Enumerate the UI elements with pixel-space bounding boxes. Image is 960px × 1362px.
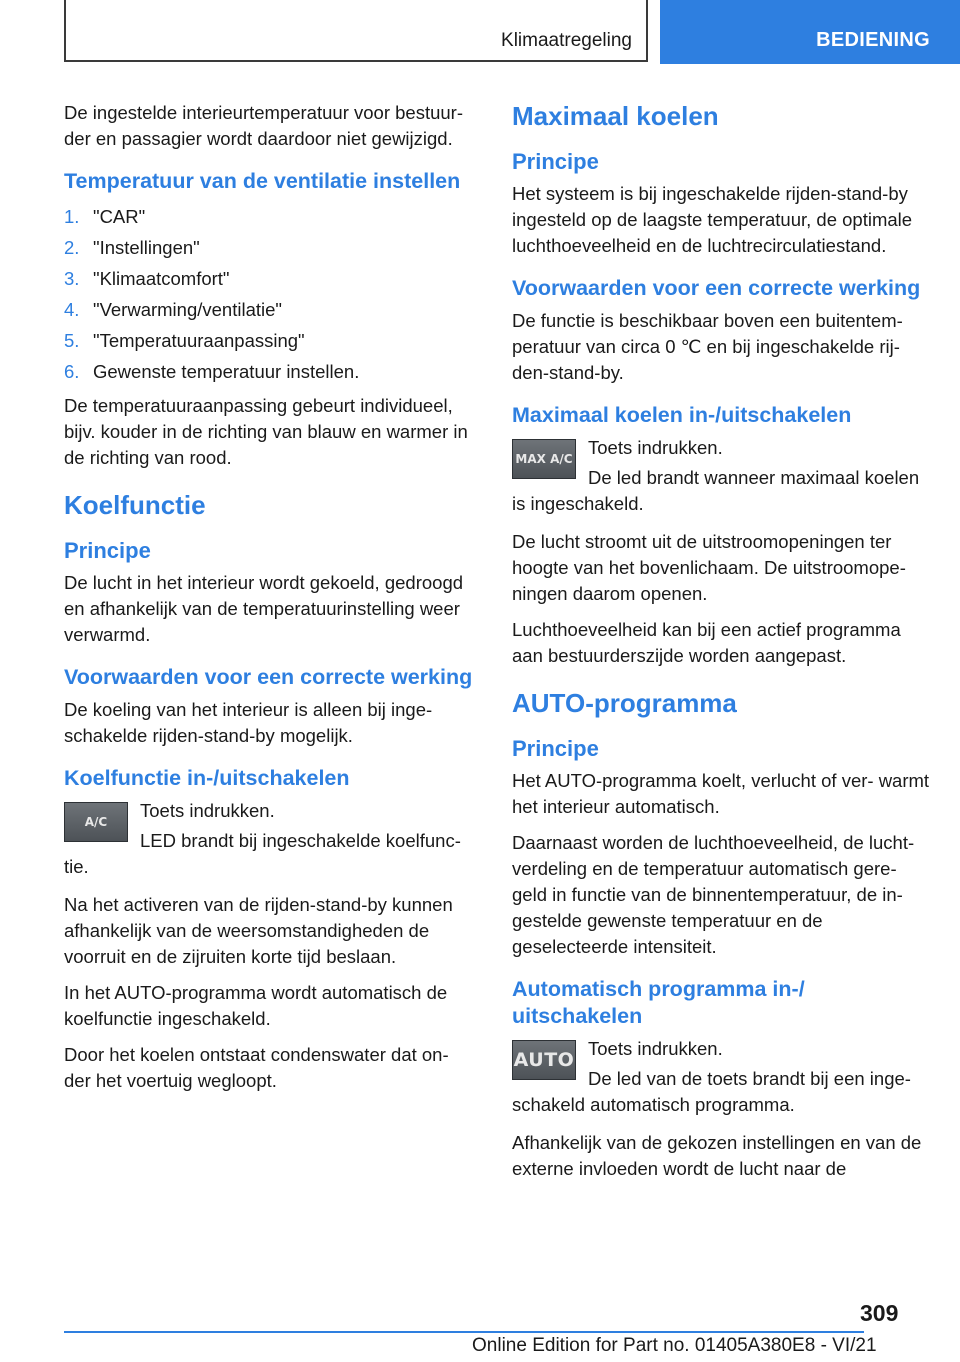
ac-press-text: Toets indrukken. — [140, 800, 275, 821]
auto-press-text: Toets indrukken. — [588, 1038, 723, 1059]
heading-max-switch: Maximaal koelen in-/uitschakelen — [512, 403, 852, 427]
maxac-led-text: De led brandt wanneer maximaal koelen is ingeschakeld. — [512, 467, 920, 514]
principe-paragraph: De lucht in het interieur wordt gekoeld, gedroogd en afhankelijk van de temperatuurinstelling weer verwarmd. — [64, 572, 464, 645]
heading-voorwaarden: Voorwaarden voor een correcte werking — [64, 665, 473, 689]
auto-button-instruction — [512, 1036, 930, 1122]
footer-edition: Online Edition for Part no. 01405A380E8 - VI/21 — [472, 1335, 877, 1356]
paragraph-auto: In het AUTO-programma wordt automatisch de koelfunctie ingeschakeld. — [64, 982, 448, 1029]
ac-button-icon: A/C — [64, 802, 128, 842]
header-box — [64, 0, 648, 62]
ac-led-text: LED brandt bij ingeschakelde koelfunc- tie. — [64, 830, 461, 877]
list-item — [64, 325, 480, 356]
intro-paragraph: De ingestelde interieurtemperatuur voor bestuur- der en passagier wordt daardoor niet gewijzigd. — [64, 102, 463, 149]
ac-button-instruction — [64, 798, 480, 884]
auto-button-icon: AUTO — [512, 1040, 576, 1080]
list-item — [64, 356, 480, 387]
heading-auto-switch: Automatisch programma in-/ uitschakelen — [512, 977, 805, 1028]
heading-temperature: Temperatuur van de ventilatie instellen — [64, 169, 461, 193]
right-column — [512, 100, 930, 1192]
heading-koelfunctie: Koelfunctie — [64, 490, 206, 520]
principe-paragraph: Het systeem is bij ingeschakelde rijden-stand-by ingesteld op de laagste temperatuur, de optimale luchthoeveelheid en de luchtrecirculatiestand. — [512, 183, 913, 256]
step-text: Gewenste temperatuur instellen. — [93, 361, 360, 382]
temperature-note: De temperatuuraanpassing gebeurt individueel, bijv. kouder in de richting van blauw en warmer in de richting van rood. — [64, 395, 468, 468]
auto-led-text: De led van de toets brandt bij een inge- schakeld automatisch programma. — [512, 1068, 911, 1115]
step-number: 1. — [64, 206, 80, 227]
step-text: "Verwarming/ventilatie" — [93, 299, 282, 320]
step-number: 2. — [64, 237, 80, 258]
step-number: 5. — [64, 330, 80, 351]
paragraph-condens: Door het koelen ontstaat condenswater dat on- der het voertuig wegloopt. — [64, 1044, 449, 1091]
step-number: 6. — [64, 361, 80, 382]
steps-list — [64, 201, 480, 387]
list-item — [64, 294, 480, 325]
paragraph-lucht: De lucht stroomt uit de uitstroomopeningen ter hoogte van het bovenlichaam. De uitstroomope- ningen daarom openen. — [512, 531, 906, 604]
list-item — [64, 201, 480, 232]
list-item — [64, 263, 480, 294]
step-text: "CAR" — [93, 206, 146, 227]
step-number: 3. — [64, 268, 80, 289]
step-number: 4. — [64, 299, 80, 320]
max-ac-button-icon: MAX A/C — [512, 439, 576, 479]
paragraph-standby: Na het activeren van de rijden-stand-by kunnen afhankelijk van de weersomstandigheden de voorruit en de zijruiten korte tijd beslaan. — [64, 894, 453, 967]
left-column — [64, 100, 480, 1104]
step-text: "Temperatuuraanpassing" — [93, 330, 305, 351]
voorwaarden-paragraph: De koeling van het interieur is alleen bij inge- schakelde rijden-stand-by mogelijk. — [64, 699, 433, 746]
heading-principe: Principe — [512, 149, 599, 174]
heading-maximaal-koelen: Maximaal koelen — [512, 101, 719, 131]
section-tab — [660, 0, 960, 64]
footer-divider — [64, 1331, 864, 1333]
step-text: "Klimaatcomfort" — [93, 268, 230, 289]
list-item — [64, 232, 480, 263]
heading-principe: Principe — [512, 736, 599, 761]
voorwaarden-paragraph: De functie is beschikbaar boven een buitentem- peratuur van circa 0 ℃ en bij ingeschakelde rij- den-stand-by. — [512, 310, 903, 383]
auto-paragraph-1: Het AUTO-programma koelt, verlucht of ver- warmt het interieur automatisch. — [512, 770, 930, 817]
header-title: Klimaatregeling — [501, 30, 632, 51]
maxac-press-text: Toets indrukken. — [588, 437, 723, 458]
maxac-button-instruction — [512, 435, 930, 521]
heading-auto-programma: AUTO-programma — [512, 688, 737, 718]
heading-voorwaarden: Voorwaarden voor een correcte werking — [512, 276, 921, 300]
auto-paragraph-2: Daarnaast worden de luchthoeveelheid, de lucht- verdeling en de temperatuur automatisch gere- geld in functie van de binnentemperatuur, de in- gestelde gewenste temperatuur en de geselecteerde intensiteit. — [512, 832, 915, 957]
heading-principe: Principe — [64, 538, 151, 563]
heading-koelfunctie-switch: Koelfunctie in-/uitschakelen — [64, 766, 350, 790]
page-number: 309 — [860, 1300, 899, 1326]
paragraph-lucht2: Luchthoeveelheid kan bij een actief programma aan bestuurderszijde worden aangepast. — [512, 619, 901, 666]
final-paragraph: Afhankelijk van de gekozen instellingen en van de externe invloeden wordt de lucht naar de — [512, 1132, 922, 1179]
section-tab-label: BEDIENING — [816, 29, 930, 51]
step-text: "Instellingen" — [93, 237, 200, 258]
